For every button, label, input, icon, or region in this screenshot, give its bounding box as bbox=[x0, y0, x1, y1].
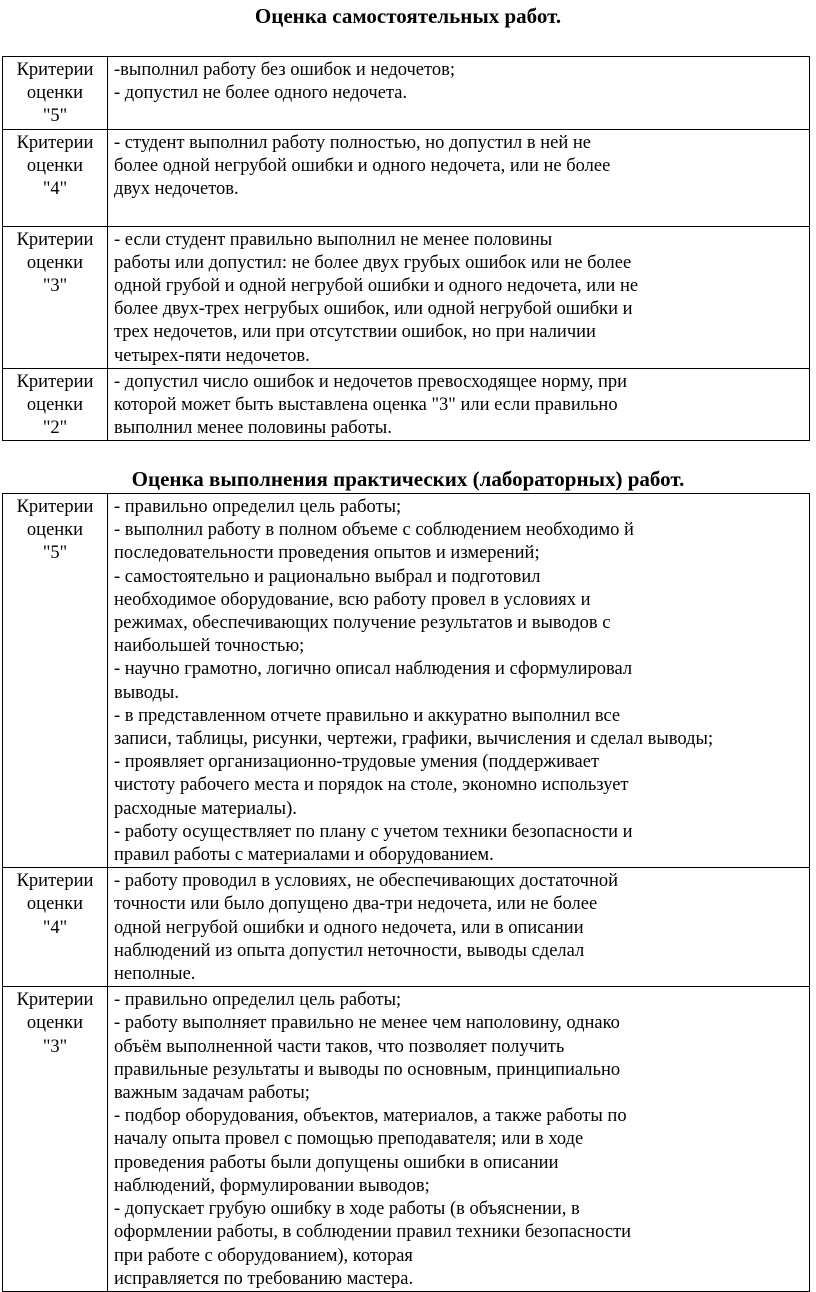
description-line: одной негрубой ошибки и одного недочета, или в описании bbox=[114, 917, 584, 938]
criteria-label: оценки bbox=[26, 155, 84, 176]
table-row bbox=[3, 368, 810, 441]
description-line: - работу осуществляет по плану с учетом техники безопасности и bbox=[114, 821, 633, 842]
description-line: - выполнил работу в полном объеме с соблюдением необходимо й bbox=[114, 520, 634, 541]
description-line: - работу выполняет правильно не менее чем наполовину, однако bbox=[114, 1013, 620, 1034]
description-line: - правильно определил цель работы; bbox=[114, 990, 402, 1011]
criteria-cell bbox=[3, 368, 108, 441]
description-line: точности или было допущено два-три недочета, или не более bbox=[114, 894, 598, 915]
description-line: выполнил менее половины работы. bbox=[114, 418, 392, 439]
criteria-cell bbox=[3, 129, 108, 226]
description-line: - правильно определил цель работы; bbox=[114, 497, 402, 517]
criteria-cell bbox=[3, 987, 108, 1292]
description-cell bbox=[108, 57, 810, 130]
description-line: чистоту рабочего места и порядок на столе, экономно использует bbox=[114, 775, 629, 796]
description-cell bbox=[108, 368, 810, 441]
description-line: - проявляет организационно-трудовые умения (поддерживает bbox=[114, 752, 600, 773]
criteria-label: оценки bbox=[26, 83, 84, 104]
description-cell bbox=[108, 987, 810, 1292]
criteria-label: оценки bbox=[26, 1013, 84, 1034]
description-line: - если студент правильно выполнил не менее половины bbox=[114, 229, 553, 250]
grade-value: "2" bbox=[42, 418, 68, 439]
description-line: началу опыта провел с помощью преподавателя; или в ходе bbox=[114, 1129, 584, 1150]
description-line: при работе с оборудованием), которая bbox=[114, 1245, 413, 1266]
description-cell bbox=[108, 868, 810, 987]
description-line: работы или допустил: не более двух грубых ошибок или не более bbox=[114, 252, 632, 273]
table-row bbox=[3, 868, 810, 987]
table-row bbox=[3, 987, 810, 1292]
description-line: - подбор оборудования, объектов, материалов, а также работы по bbox=[114, 1106, 627, 1127]
table-row bbox=[3, 129, 810, 226]
description-line: выводы. bbox=[114, 682, 179, 703]
criteria-label: Критерии bbox=[16, 229, 94, 250]
description-cell bbox=[108, 129, 810, 226]
description-cell bbox=[108, 494, 810, 868]
description-line: режимах, обеспечивающих получение результатов и выводов с bbox=[114, 613, 611, 634]
description-line: более одной негрубой ошибки и одного недочета, или не более bbox=[114, 155, 611, 176]
description-line: которой может быть выставлена оценка "3" или если правильно bbox=[114, 395, 618, 416]
description-line: оформлении работы, в соблюдении правил техники безопасности bbox=[114, 1222, 632, 1243]
description-line: - работу проводил в условиях, не обеспечивающих достаточной bbox=[114, 871, 619, 892]
description-line: расходные материалы). bbox=[114, 798, 297, 819]
description-line: наблюдений из опыта допустил неточности, выводы сделал bbox=[114, 940, 585, 961]
description-line: наблюдений, формулировании выводов; bbox=[114, 1175, 430, 1196]
criteria-label: Критерии bbox=[16, 60, 94, 80]
description-line: -выполнил работу без ошибок и недочетов; bbox=[114, 60, 455, 80]
criteria-cell bbox=[3, 494, 108, 868]
grade-value: "3" bbox=[42, 1036, 68, 1057]
criteria-label: оценки bbox=[26, 520, 84, 541]
criteria-cell bbox=[3, 226, 108, 368]
grade-value: "4" bbox=[42, 917, 68, 938]
description-line: проведения работы были допущены ошибки в описании bbox=[114, 1152, 559, 1173]
independent-work-criteria-table bbox=[2, 56, 810, 441]
description-line: важным задачам работы; bbox=[114, 1083, 310, 1104]
criteria-label: Критерии bbox=[16, 497, 94, 517]
criteria-label: Критерии bbox=[16, 132, 94, 153]
description-line: - в представленном отчете правильно и аккуратно выполнил все bbox=[114, 705, 621, 726]
criteria-label: Критерии bbox=[16, 871, 94, 892]
table-row bbox=[3, 226, 810, 368]
criteria-label: оценки bbox=[26, 395, 84, 416]
criteria-label: оценки bbox=[26, 252, 84, 273]
description-line: записи, таблицы, рисунки, чертежи, графики, вычисления и сделал выводы; bbox=[114, 729, 714, 750]
criteria-label: оценки bbox=[26, 894, 84, 915]
description-line: правил работы с материалами и оборудованием. bbox=[114, 845, 494, 866]
grade-value: "4" bbox=[42, 179, 68, 200]
description-cell bbox=[108, 226, 810, 368]
description-line: двух недочетов. bbox=[114, 179, 239, 200]
grade-value: "5" bbox=[42, 106, 68, 127]
description-line: трех недочетов, или при отсутствии ошибок, но при наличии bbox=[114, 322, 596, 343]
grade-value: "5" bbox=[42, 543, 68, 564]
description-line: - студент выполнил работу полностью, но допустил в ней не bbox=[114, 132, 592, 153]
criteria-label: Критерии bbox=[16, 371, 94, 392]
description-line: четырех-пяти недочетов. bbox=[114, 345, 310, 366]
description-line: наибольшей точностью; bbox=[114, 636, 305, 657]
description-line: неполные. bbox=[114, 964, 196, 985]
description-line: - допустил не более одного недочета. bbox=[114, 83, 408, 104]
description-line: исправляется по требованию мастера. bbox=[114, 1268, 414, 1289]
description-line: объём выполненной части таков, что позволяет получить bbox=[114, 1036, 565, 1057]
description-line: - допускает грубую ошибку в ходе работы (в объяснении, в bbox=[114, 1199, 580, 1220]
section-title-independent-work: Оценка самостоятельных работ. bbox=[254, 4, 562, 28]
table-row bbox=[3, 494, 810, 868]
description-line: необходимое оборудование, всю работу провел в условиях и bbox=[114, 589, 591, 610]
description-line: последовательности проведения опытов и измерений; bbox=[114, 543, 540, 564]
criteria-cell bbox=[3, 57, 108, 130]
description-line: - допустил число ошибок и недочетов превосходящее норму, при bbox=[114, 371, 628, 392]
description-line: - научно грамотно, логично описал наблюдения и сформулировал bbox=[114, 659, 633, 680]
description-line: правильные результаты и выводы по основным, принципиально bbox=[114, 1059, 621, 1080]
description-line: одной грубой и одной негрубой ошибки и одного недочета, или не bbox=[114, 276, 639, 297]
criteria-cell bbox=[3, 868, 108, 987]
description-line: - самостоятельно и рационально выбрал и подготовил bbox=[114, 566, 541, 587]
grade-value: "3" bbox=[42, 276, 68, 297]
table-row bbox=[3, 57, 810, 130]
description-line: более двух-трех негрубых ошибок, или одной негрубой ошибки и bbox=[114, 299, 633, 320]
section-title-practical-work: Оценка выполнения практических (лабораторных) работ. bbox=[131, 467, 685, 491]
practical-work-criteria-table bbox=[2, 493, 810, 1292]
criteria-label: Критерии bbox=[16, 990, 94, 1011]
